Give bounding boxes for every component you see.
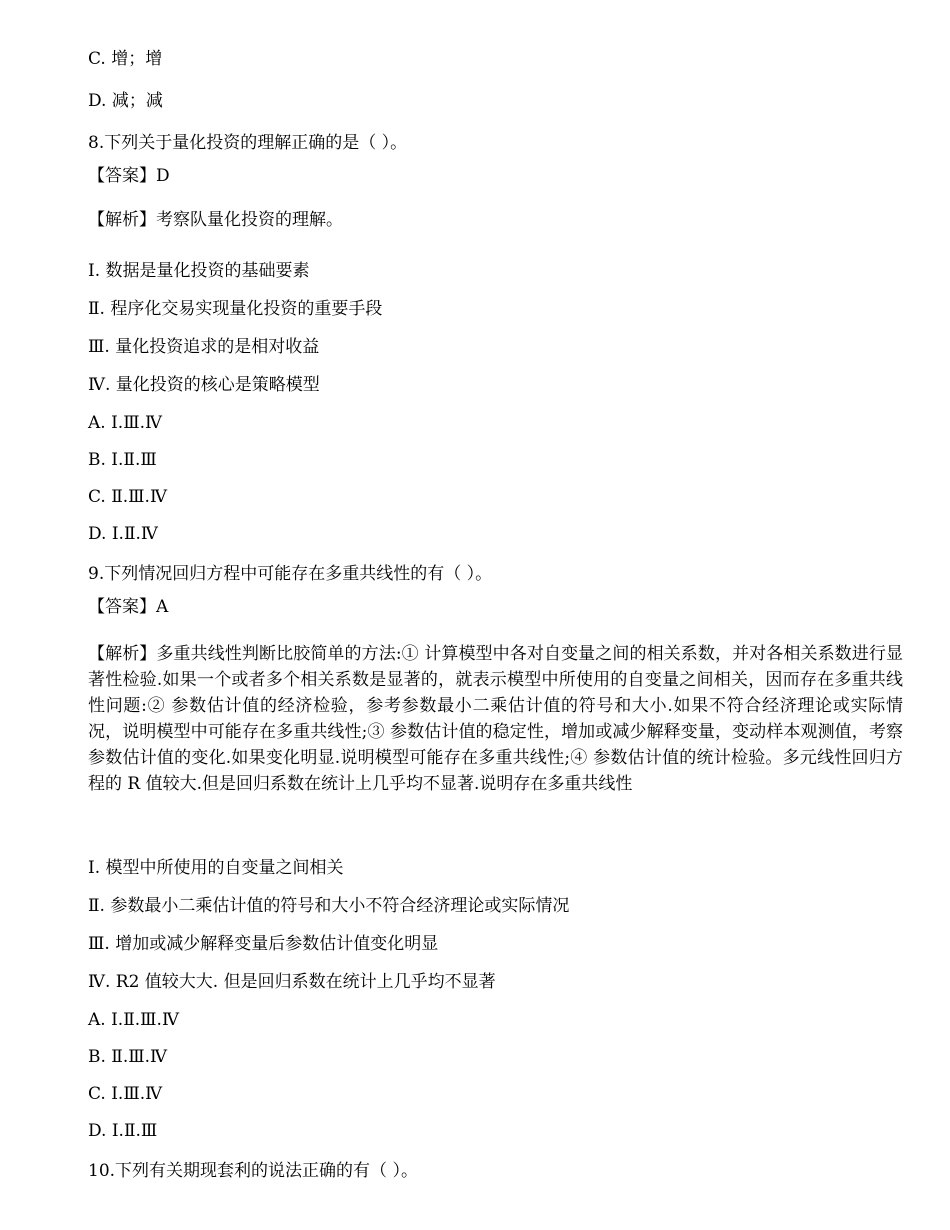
q9-option-c: C. I.Ⅲ.Ⅳ bbox=[88, 1084, 163, 1104]
q9-option-b: B. Ⅱ.Ⅲ.Ⅳ bbox=[88, 1047, 168, 1067]
q9-statement-1: I. 模型中所使用的自变量之间相关 bbox=[88, 858, 344, 878]
q10-question: 10.下列有关期现套利的说法正确的有（ ）。 bbox=[88, 1161, 418, 1181]
q7-option-d: D. 减；减 bbox=[88, 91, 163, 111]
q8-analysis: 【解析】考察队量化投资的理解。 bbox=[88, 210, 343, 230]
q8-question: 8.下列关于量化投资的理解正确的是（ ）。 bbox=[88, 133, 408, 153]
q9-question: 9.下列情况回归方程中可能存在多重共线性的有（ ）。 bbox=[88, 564, 493, 584]
q8-option-a: A. I.Ⅲ.Ⅳ bbox=[88, 413, 162, 433]
q9-option-d: D. I.Ⅱ.Ⅲ bbox=[88, 1121, 158, 1141]
q8-statement-3: Ⅲ. 量化投资追求的是相对收益 bbox=[88, 337, 320, 357]
q8-statement-2: Ⅱ. 程序化交易实现量化投资的重要手段 bbox=[88, 299, 383, 319]
q8-statement-1: I. 数据是量化投资的基础要素 bbox=[88, 261, 310, 281]
q9-statement-3: Ⅲ. 增加或减少解释变量后参数估计值变化明显 bbox=[88, 934, 439, 954]
q9-statement-4: Ⅳ. R2 值较大大. 但是回归系数在统计上几乎均不显著 bbox=[88, 972, 496, 992]
q8-option-c: C. Ⅱ.Ⅲ.Ⅳ bbox=[88, 487, 167, 507]
q9-answer: 【答案】A bbox=[88, 597, 169, 617]
q8-option-b: B. I.Ⅱ.Ⅲ bbox=[88, 450, 157, 470]
q7-option-c: C. 增；增 bbox=[88, 49, 163, 69]
q8-answer: 【答案】D bbox=[88, 166, 170, 186]
q9-statement-2: Ⅱ. 参数最小二乘估计值的符号和大小不符合经济理论或实际情况 bbox=[88, 896, 570, 916]
q8-statement-4: Ⅳ. 量化投资的核心是策略模型 bbox=[88, 375, 320, 395]
q9-analysis: 【解析】多重共线性判断比胶简单的方法:① 计算模型中各对自变量之间的相关系数，并对各相关系数进行显著性检验.如果一个或者多个相关系数是显著的，就表示模型中所使用的自变量之间相关，因而存在多重共线性问题:② 参数估计值的经济检验，参考参数最小二乘估计值的符号和大小.如果不符合经济理论或实际情况，说明模型中可能存在多重共线性;③ 参数估计值的稳定性，增加或减少解释变量，变动样本观测值，考察参数估计值的变化.如果变化明显.说明模型可能存在多重共线性;④ 参数估计值的统计检验。多元线性回归方程的 R 值较大.但是回归系数在统计上几乎均不显著.说明存在多重共线性 bbox=[88, 644, 903, 794]
q8-option-d: D. I.Ⅱ.Ⅳ bbox=[88, 524, 158, 544]
q9-option-a: A. I.Ⅱ.Ⅲ.Ⅳ bbox=[88, 1010, 179, 1030]
